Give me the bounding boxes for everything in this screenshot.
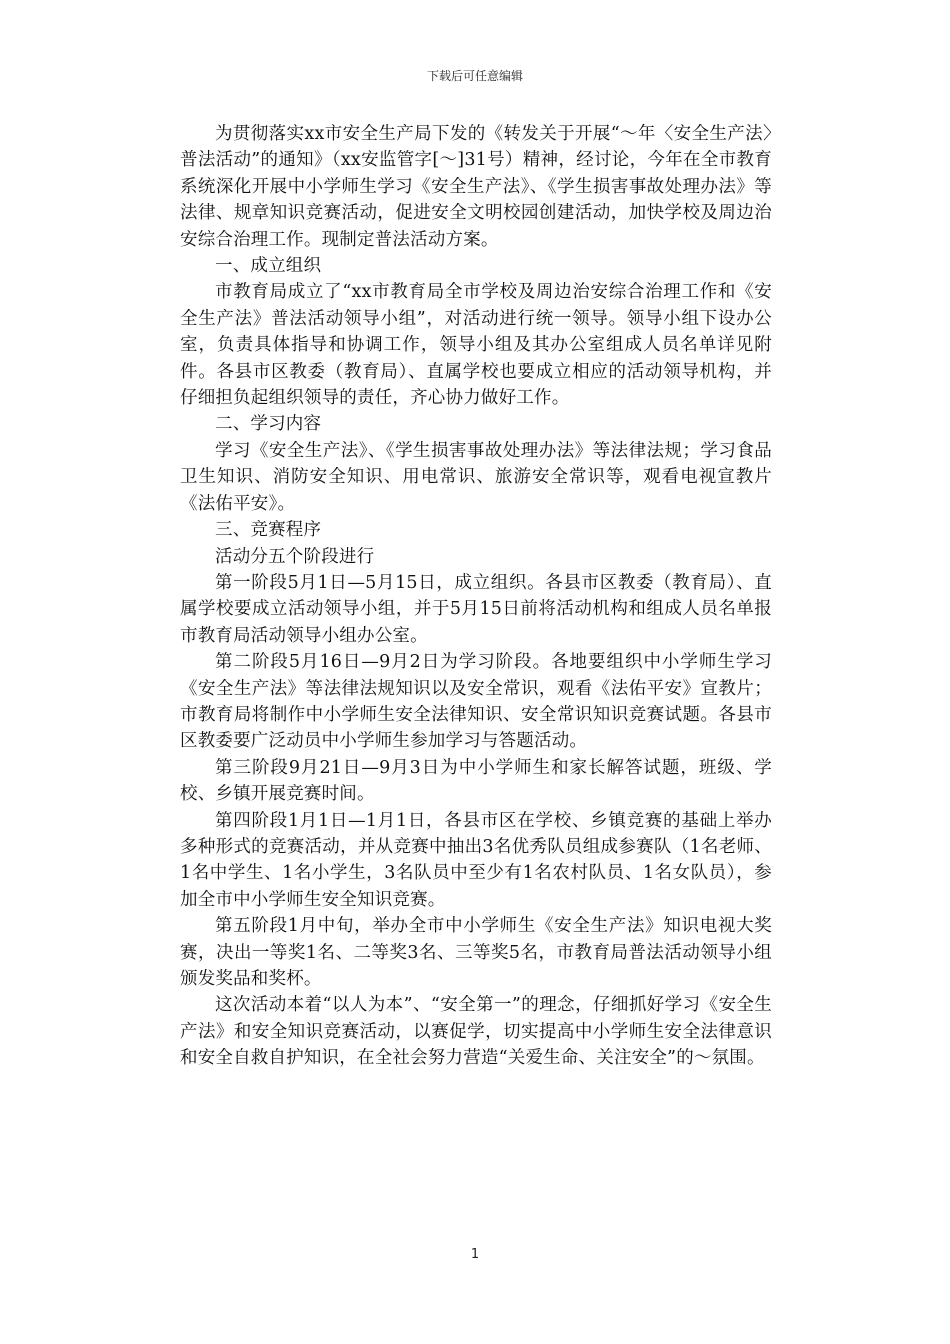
study-content-paragraph: 学习《安全生产法》、《学生损害事故处理办法》等法律法规；学习食品卫生知识、消防安全知识、用电常识、旅游安全常识等，观看电视宣教片《法佑平安》。 <box>180 440 772 514</box>
intro-paragraph: 为贯彻落实xx市安全生产局下发的《转发关于开展“～年〈安全生产法〉普法活动”的通知》（xx安监管字[～]31号）精神，经讨论，今年在全市教育系统深化开展中小学师生学习《安全生产法》、《学生损害事故处理办法》等法律、规章知识竞赛活动，促进安全文明校园创建活动，加快学校及周边治安综合治理工作。现制定普法活动方案。 <box>180 124 772 250</box>
page-header: 下载后可任意编辑 <box>426 69 523 83</box>
organization-paragraph: 市教育局成立了“xx市教育局全市学校及周边治安综合治理工作和《安全生产法》普法活动领导小组”，对活动进行统一领导。领导小组下设办公室，负责具体指导和协调工作，领导小组及其办公室组成人员名单详见附件。各县市区教委（教育局）、直属学校也要成立相应的活动领导机构，并仔细担负起组织领导的责任，齐心协力做好工作。 <box>180 282 772 409</box>
closing-paragraph: 这次活动本着“以人为本”、“安全第一”的理念，仔细抓好学习《安全生产法》和安全知识竞赛活动，以赛促学，切实提高中小学师生安全法律意识和安全自救自护知识，在全社会努力营造“关爱生命、关注安全”的～氛围。 <box>180 995 772 1069</box>
section-heading-organization: 一、成立组织 <box>215 256 322 277</box>
stage-four-paragraph: 第四阶段1月1日—1月1日，各县市区在学校、乡镇竞赛的基础上举办多种形式的竞赛活动，并从竞赛中抽出3名优秀队员组成参赛队（1名老师、1名中学生、1名小学生，3名队员中至少有1名农村队员、1名女队员），参加全市中小学师生安全知识竞赛。 <box>180 810 772 910</box>
stage-three-paragraph: 第三阶段9月21日—9月3日为中小学师生和家长解答试题，班级、学校、乡镇开展竞赛时间。 <box>180 757 772 805</box>
stage-two-paragraph: 第二阶段5月16日—9月2日为学习阶段。各地要组织中小学师生学习《安全生产法》等法律法规知识以及安全常识，观看《法佑平安》宣教片；市教育局将制作中小学师生安全法律知识、安全常识知识竞赛试题。各县市区教委要广泛动员中小学师生参加学习与答题活动。 <box>180 652 772 752</box>
stage-five-paragraph: 第五阶段1月中旬，举办全市中小学师生《安全生产法》知识电视大奖赛，决出一等奖1名、二等奖3名、三等奖5名，市教育局普法活动领导小组颁发奖品和奖杯。 <box>180 916 772 989</box>
stages-intro-paragraph: 活动分五个阶段进行 <box>215 546 375 567</box>
page-number: 1 <box>470 1247 480 1262</box>
section-heading-competition-procedure: 三、竞赛程序 <box>215 520 322 541</box>
section-heading-study-content: 二、学习内容 <box>215 414 322 435</box>
document-body <box>180 121 772 1072</box>
stage-one-paragraph: 第一阶段5月1日—5月15日，成立组织。各县市区教委（教育局）、直属学校要成立活动领导小组，并于5月15日前将活动机构和组成人员名单报市教育局活动领导小组办公室。 <box>180 572 772 646</box>
